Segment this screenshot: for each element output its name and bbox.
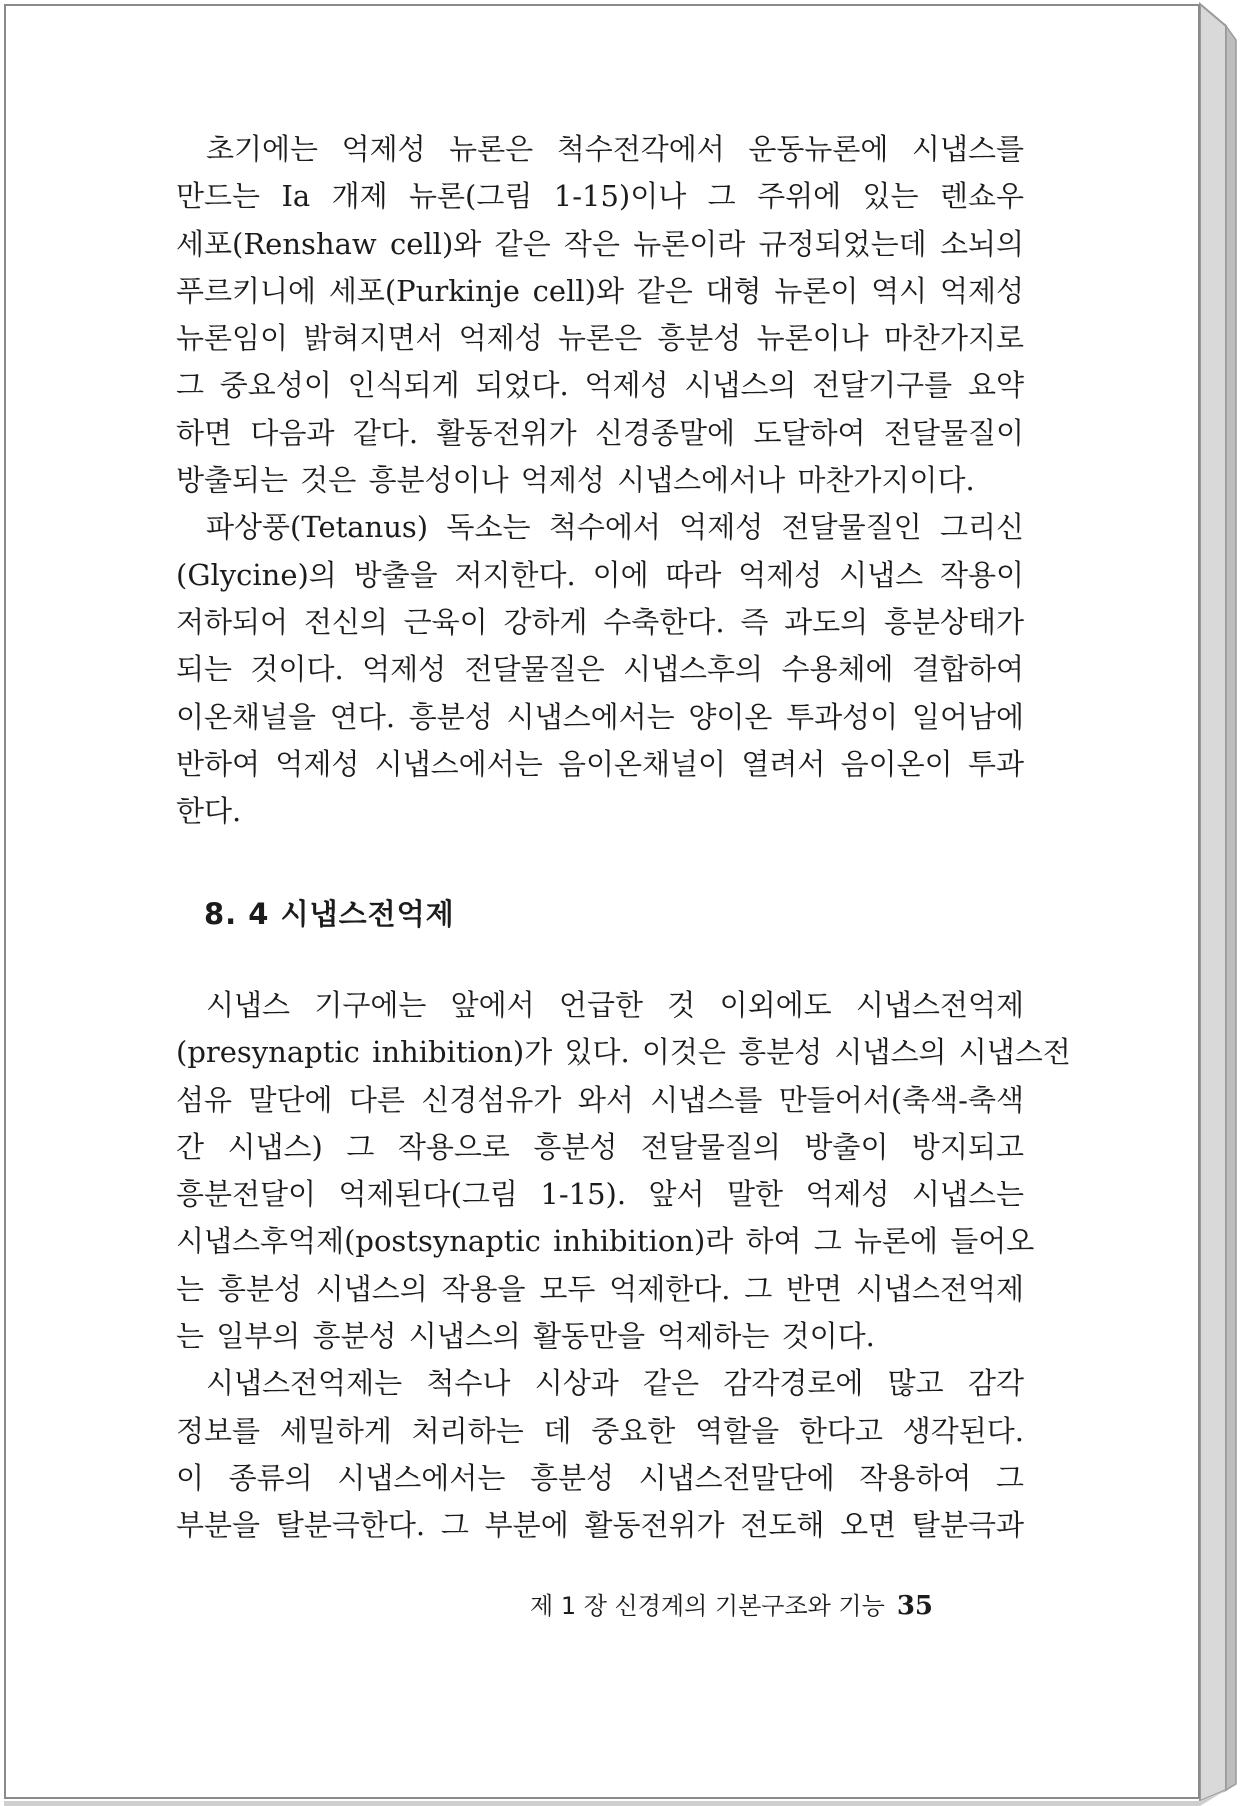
- text-line: 시냅스후억제(postsynaptic inhibition)라 하여 그 뉴론에 들어오: [176, 1224, 1035, 1259]
- text-line: 시냅스전억제는 척수나 시상과 같은 감각경로에 많고 감각: [206, 1366, 1024, 1401]
- text-line: 는 일부의 흥분성 시냅스의 활동만을 억제하는 것이다.: [176, 1319, 875, 1354]
- text-line: 세포(Renshaw cell)와 같은 작은 뉴론이라 규정되었는데 소뇌의: [176, 226, 1024, 261]
- text-line: 방출되는 것은 흥분성이나 억제성 시냅스에서나 마찬가지이다.: [176, 463, 975, 498]
- paragraph-sensory-pathways: [176, 1360, 1024, 1549]
- text-line: 초기에는 억제성 뉴론은 척수전각에서 운동뉴론에 시냅스를: [206, 132, 1024, 166]
- paragraph-tetanus: [176, 504, 1024, 835]
- text-line: 시냅스 기구에는 앞에서 언급한 것 이외에도 시냅스전억제: [206, 988, 1024, 1022]
- text-line: 이온채널을 연다. 흥분성 시냅스에서는 양이온 투과성이 일어남에: [176, 699, 1024, 734]
- text-line: 는 흥분성 시냅스의 작용을 모두 억제한다. 그 반면 시냅스전억제: [176, 1271, 1024, 1306]
- paragraph-presynaptic-inhibition: [176, 982, 1071, 1360]
- text-line: 부분을 탈분극한다. 그 부분에 활동전위가 전도해 오면 탈분극과: [176, 1508, 1024, 1543]
- text-line: 섬유 말단에 다른 신경섬유가 와서 시냅스를 만들어서(축색-축색: [176, 1082, 1024, 1117]
- text-line: 뉴론임이 밝혀지면서 억제성 뉴론은 흥분성 뉴론이나 마찬가지로: [176, 321, 1024, 356]
- text-line: 정보를 세밀하게 처리하는 데 중요한 역할을 한다고 생각된다.: [176, 1413, 1024, 1448]
- text-line: 간 시냅스) 그 작용으로 흥분성 전달물질의 방출이 방지되고: [176, 1129, 1024, 1164]
- text-line: 흥분전달이 억제된다(그림 1-15). 앞서 말한 억제성 시냅스는: [176, 1177, 1024, 1212]
- text-line: 이 종류의 시냅스에서는 흥분성 시냅스전말단에 작용하여 그: [176, 1460, 1024, 1495]
- text-line: 파상풍(Tetanus) 독소는 척수에서 억제성 전달물질인 그리신: [206, 510, 1024, 545]
- text-line: (presynaptic inhibition)가 있다. 이것은 흥분성 시냅스의 시냅스전: [176, 1035, 1071, 1070]
- text-line: 되는 것이다. 억제성 전달물질은 시냅스후의 수용체에 결합하여: [176, 652, 1024, 687]
- paragraph-inhibitory-neurons: [176, 126, 1024, 504]
- body-text-top: [176, 126, 1024, 835]
- body-text-bottom: [176, 982, 1071, 1550]
- text-line: 반하여 억제성 시냅스에서는 음이온채널이 열려서 음이온이 투과: [176, 746, 1024, 781]
- text-line: 만드는 Ia 개제 뉴론(그림 1-15)이나 그 주위에 있는 렌쇼우: [176, 179, 1024, 214]
- text-line: 저하되어 전신의 근육이 강하게 수축한다. 즉 과도의 흥분상태가: [176, 604, 1024, 639]
- section-heading: 8. 4 시냅스전억제: [204, 897, 455, 931]
- text-line: 하면 다음과 같다. 활동전위가 신경종말에 도달하여 전달물질이: [176, 415, 1024, 450]
- text-line: (Glycine)의 방출을 저지한다. 이에 따라 억제성 시냅스 작용이: [176, 557, 1024, 592]
- chapter-title: 제 1 장 신경계의 기본구조와 기능: [530, 1592, 885, 1620]
- text-line: 그 중요성이 인식되게 되었다. 억제성 시냅스의 전달기구를 요약: [176, 368, 1024, 403]
- text-line: 푸르키니에 세포(Purkinje cell)와 같은 대형 뉴론이 역시 억제성: [176, 273, 1024, 308]
- page-footer: [530, 1586, 933, 1621]
- text-line: 한다.: [176, 794, 242, 829]
- page-number: 35: [896, 1591, 933, 1621]
